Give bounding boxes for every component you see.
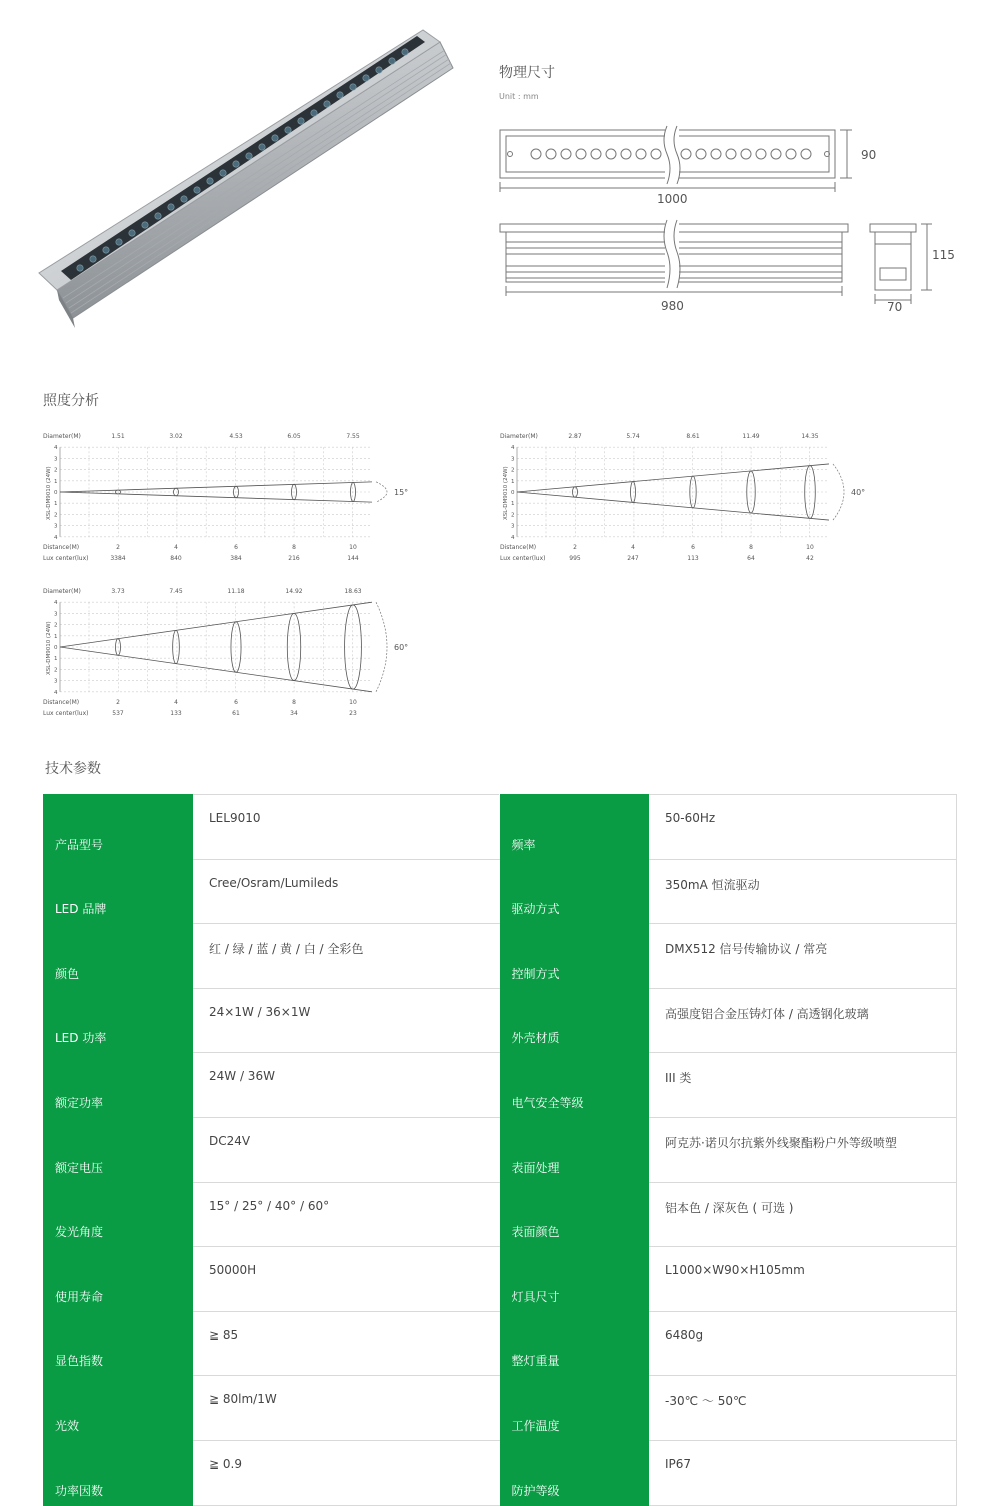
angle-arc	[376, 482, 387, 502]
spec-key: 光效	[43, 1376, 193, 1441]
lux-value: 537	[112, 710, 124, 717]
spec-value: DMX512 信号传输协议 / 常亮	[649, 924, 956, 989]
distance-label: Distance(M)	[43, 544, 80, 551]
distance-value: 2	[116, 544, 120, 551]
spec-key: LED 品牌	[43, 859, 193, 924]
diameter-value: 8.61	[686, 433, 700, 440]
y-tick: 2	[54, 512, 58, 519]
spec-row	[43, 1117, 956, 1182]
y-tick: 4	[54, 445, 58, 452]
spec-row	[43, 988, 956, 1053]
y-tick: 1	[54, 478, 58, 485]
beam-edge	[60, 482, 372, 492]
spec-value: 6480g	[649, 1311, 956, 1376]
lux-value: 23	[349, 710, 357, 717]
model-label: XSL-DM9010 (24W)	[46, 466, 52, 520]
y-tick: 0	[54, 645, 58, 651]
y-tick: 1	[54, 501, 58, 508]
spec-key: 功率因数	[43, 1440, 193, 1505]
diameter-value: 2.87	[568, 433, 582, 440]
model-label: XSL-DM9010 (24W)	[503, 466, 509, 520]
spec-table	[43, 794, 957, 1506]
beam-edge	[517, 492, 829, 520]
specs-title: 技术参数	[45, 761, 101, 777]
spec-value: 高强度铝合金压铸灯体 / 高透钢化玻璃	[649, 988, 956, 1053]
y-tick: 3	[54, 456, 58, 463]
spec-key: 显色指数	[43, 1311, 193, 1376]
spec-row	[43, 1440, 956, 1505]
spec-value: 24×1W / 36×1W	[193, 988, 499, 1053]
lux-value: 840	[170, 555, 182, 562]
beam-chart-60	[40, 583, 430, 723]
lux-value: 995	[569, 555, 581, 562]
spec-key: 表面颜色	[499, 1182, 649, 1247]
distance-value: 4	[174, 544, 178, 551]
y-tick: 1	[511, 501, 515, 508]
spec-key: 外壳材质	[499, 988, 649, 1053]
diameter-value: 3.73	[111, 588, 125, 595]
beam-chart-15	[40, 428, 430, 568]
dimensions-unit: Unit : mm	[499, 92, 539, 101]
distance-value: 6	[234, 544, 238, 551]
diameter-label: Diameter(M)	[43, 433, 81, 440]
spec-value: 阿克苏·诺贝尔抗紫外线聚酯粉户外等级喷塑	[649, 1117, 956, 1182]
spec-value: ≧ 0.9	[193, 1440, 499, 1505]
lux-value: 3384	[110, 555, 126, 562]
y-tick: 2	[511, 512, 515, 519]
y-tick: 2	[511, 467, 515, 474]
spec-value: ≧ 85	[193, 1311, 499, 1376]
distance-value: 8	[292, 699, 296, 706]
y-tick: 4	[511, 534, 515, 541]
spec-key: 防护等级	[499, 1440, 649, 1505]
spec-key: 驱动方式	[499, 859, 649, 924]
distance-value: 8	[749, 544, 753, 551]
diameter-value: 14.92	[285, 588, 303, 595]
spec-key: 灯具尺寸	[499, 1247, 649, 1312]
distance-label: Distance(M)	[43, 699, 80, 706]
lux-value: 61	[232, 710, 240, 717]
y-tick: 0	[511, 490, 515, 496]
spec-key: 发光角度	[43, 1182, 193, 1247]
diameter-label: Diameter(M)	[43, 588, 81, 595]
y-tick: 3	[54, 678, 58, 685]
y-tick: 2	[54, 622, 58, 629]
dimensions-title: 物理尺寸	[499, 65, 555, 81]
angle-arc	[376, 602, 387, 692]
spec-value: LEL9010	[193, 795, 499, 860]
spec-key: LED 功率	[43, 988, 193, 1053]
spec-value: L1000×W90×H105mm	[649, 1247, 956, 1312]
y-tick: 3	[511, 456, 515, 463]
spec-key: 颜色	[43, 924, 193, 989]
y-tick: 4	[511, 445, 515, 452]
end-height-label: 115	[932, 248, 955, 262]
spec-row	[43, 924, 956, 989]
y-tick: 2	[54, 467, 58, 474]
spec-value: 350mA 恒流驱动	[649, 859, 956, 924]
distance-value: 2	[116, 699, 120, 706]
y-tick: 4	[54, 689, 58, 696]
illuminance-title: 照度分析	[43, 393, 99, 409]
distance-value: 10	[349, 699, 357, 706]
spec-key: 工作温度	[499, 1376, 649, 1441]
diameter-value: 5.74	[626, 433, 640, 440]
spec-value: IP67	[649, 1440, 956, 1505]
spec-row	[43, 795, 956, 860]
beam-angle: 60°	[394, 643, 409, 652]
lux-label: Lux center(lux)	[43, 710, 89, 717]
lux-value: 34	[290, 710, 298, 717]
diameter-value: 7.55	[346, 433, 360, 440]
y-tick: 4	[54, 600, 58, 607]
lux-value: 216	[288, 555, 300, 562]
dimension-drawing	[490, 120, 970, 320]
product-image	[35, 28, 455, 333]
y-tick: 1	[54, 656, 58, 663]
end-width-label: 70	[887, 300, 903, 314]
diameter-value: 11.18	[227, 588, 245, 595]
spec-row	[43, 1247, 956, 1312]
diameter-value: 6.05	[287, 433, 301, 440]
angle-arc	[833, 464, 844, 520]
distance-value: 2	[573, 544, 577, 551]
lux-value: 384	[230, 555, 242, 562]
spec-value: Cree/Osram/Lumileds	[193, 859, 499, 924]
distance-value: 4	[631, 544, 635, 551]
diameter-value: 14.35	[801, 433, 819, 440]
spec-key: 电气安全等级	[499, 1053, 649, 1118]
y-tick: 4	[54, 534, 58, 541]
spec-key: 使用寿命	[43, 1247, 193, 1312]
spec-row	[43, 1053, 956, 1118]
spec-key: 频率	[499, 795, 649, 860]
spec-key: 产品型号	[43, 795, 193, 860]
y-tick: 2	[54, 667, 58, 674]
model-label: XSL-DM9010 (24W)	[46, 621, 52, 675]
diameter-value: 4.53	[229, 433, 243, 440]
diameter-value: 3.02	[169, 433, 183, 440]
beam-edge	[517, 464, 829, 492]
distance-value: 8	[292, 544, 296, 551]
diameter-value: 11.49	[742, 433, 760, 440]
spec-value: 24W / 36W	[193, 1053, 499, 1118]
spec-row	[43, 859, 956, 924]
spec-value: ≧ 80lm/1W	[193, 1376, 499, 1441]
side-length-label: 980	[661, 299, 684, 313]
diameter-value: 1.51	[111, 433, 125, 440]
lux-value: 133	[170, 710, 182, 717]
spec-key: 额定功率	[43, 1053, 193, 1118]
spec-value: 红 / 绿 / 蓝 / 黄 / 白 / 全彩色	[193, 924, 499, 989]
spec-value: DC24V	[193, 1117, 499, 1182]
lux-value: 113	[687, 555, 699, 562]
spec-value: 铝本色 / 深灰色 ( 可选 )	[649, 1182, 956, 1247]
distance-value: 10	[349, 544, 357, 551]
diameter-value: 18.63	[344, 588, 362, 595]
y-tick: 1	[511, 478, 515, 485]
y-tick: 3	[511, 523, 515, 530]
y-tick: 3	[54, 611, 58, 618]
lux-label: Lux center(lux)	[500, 555, 546, 562]
distance-label: Distance(M)	[500, 544, 537, 551]
diameter-label: Diameter(M)	[500, 433, 538, 440]
beam-angle: 15°	[394, 488, 409, 497]
y-tick: 0	[54, 490, 58, 496]
spec-value: III 类	[649, 1053, 956, 1118]
beam-chart-40	[497, 428, 887, 568]
lux-value: 42	[806, 555, 814, 562]
beam-angle: 40°	[851, 488, 866, 497]
spec-value: 15° / 25° / 40° / 60°	[193, 1182, 499, 1247]
spec-value: -30℃ ～ 50℃	[649, 1376, 956, 1441]
lux-label: Lux center(lux)	[43, 555, 89, 562]
spec-row	[43, 1311, 956, 1376]
lux-value: 247	[627, 555, 639, 562]
distance-value: 6	[691, 544, 695, 551]
spec-key: 控制方式	[499, 924, 649, 989]
top-width-label: 90	[861, 148, 877, 162]
beam-edge	[60, 492, 372, 502]
spec-key: 整灯重量	[499, 1311, 649, 1376]
y-tick: 3	[54, 523, 58, 530]
lux-value: 144	[347, 555, 359, 562]
top-length-label: 1000	[657, 192, 688, 206]
spec-key: 表面处理	[499, 1117, 649, 1182]
spec-value: 50000H	[193, 1247, 499, 1312]
distance-value: 6	[234, 699, 238, 706]
spec-value: 50-60Hz	[649, 795, 956, 860]
spec-key: 额定电压	[43, 1117, 193, 1182]
y-tick: 1	[54, 633, 58, 640]
distance-value: 4	[174, 699, 178, 706]
lux-value: 64	[747, 555, 755, 562]
spec-row	[43, 1376, 956, 1441]
diameter-value: 7.45	[169, 588, 183, 595]
spec-row	[43, 1182, 956, 1247]
distance-value: 10	[806, 544, 814, 551]
